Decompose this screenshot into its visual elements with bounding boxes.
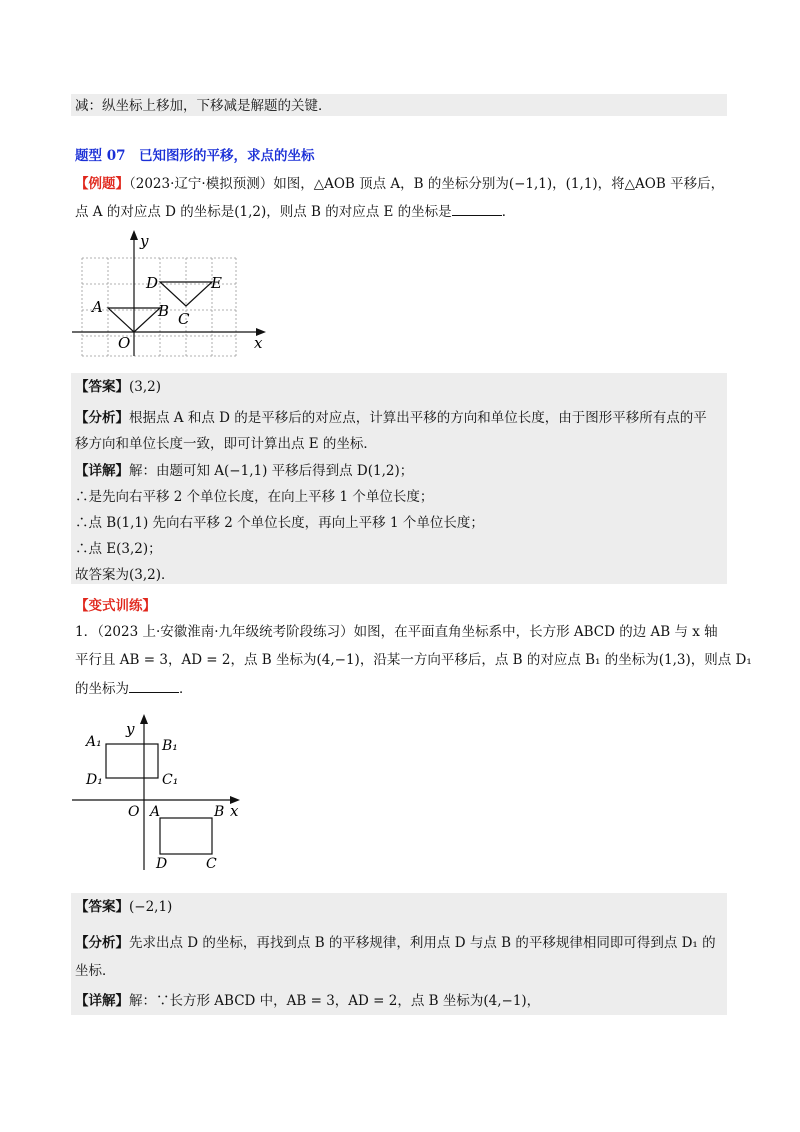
label-d1: D₁: [86, 772, 103, 788]
practice-detail-tag: 【详解】: [75, 993, 129, 1009]
example-detail-5: 故答案为(3,2)．: [75, 567, 175, 583]
example-detail-3: ∴点 B(1,1) 先向右平移 2 个单位长度，再向上平移 1 个单位长度；: [75, 515, 484, 531]
rect-a1b1c1d1: [106, 744, 158, 778]
example-line1: [75, 175, 724, 193]
example-detail-4: ∴点 E(3,2)；: [75, 541, 162, 557]
practice-answer-tag: 【答案】: [75, 899, 129, 915]
example-analysis-1: [75, 409, 707, 427]
example-analysis-2: 移方向和单位长度一致，即可计算出点 E 的坐标．: [75, 436, 377, 452]
example-detail-1: [75, 462, 413, 480]
label-e: E: [211, 274, 222, 292]
example-question-2-end: ．: [501, 204, 516, 220]
practice-tag: 【变式训练】: [75, 598, 156, 614]
example-line2: [75, 203, 515, 221]
label-o: O: [118, 334, 131, 352]
example-question-1: （2023·辽宁·模拟预测）如图，△AOB 顶点 A，B 的坐标分别为(−1,1)，(1,1)，将△AOB 平移后，: [129, 176, 725, 192]
label-x: x: [254, 334, 263, 352]
label-b: B: [214, 804, 225, 820]
detail-tag: 【详解】: [75, 463, 129, 479]
example-question-2: 点 A 的对应点 D 的坐标是(1,2)，则点 B 的对应点 E 的坐标是: [75, 204, 452, 220]
practice-q1-line3-text: 的坐标为: [75, 681, 129, 697]
practice-answer-blank: [129, 680, 179, 693]
practice-figure: [70, 712, 260, 872]
example-figure: [70, 228, 270, 358]
answer-value: (3,2): [129, 379, 162, 395]
rect-abcd: [160, 818, 212, 854]
label-x: x: [230, 802, 239, 820]
y-axis-arrow: [130, 230, 138, 240]
intro-text: 减：纵坐标上移加，下移减是解题的关键．: [75, 98, 332, 114]
label-a1: A₁: [86, 734, 102, 750]
answer-blank: [452, 203, 502, 216]
label-a: A: [92, 298, 103, 316]
label-c: C: [178, 310, 190, 328]
label-b: B: [158, 302, 170, 320]
label-d: D: [156, 856, 168, 872]
practice-q1-line1: 1．（2023 上·安徽淮南·九年级统考阶段练习）如图，在平面直角坐标系中，长方形 ABCD 的边 AB 与 x 轴: [75, 624, 718, 640]
analysis-tag: 【分析】: [75, 410, 129, 426]
practice-q1-line3: [75, 680, 193, 698]
label-y: y: [140, 232, 149, 250]
example-answer: [75, 378, 161, 396]
label-y: y: [126, 720, 135, 738]
example-detail-2: ∴是先向右平移 2 个单位长度，在向上平移 1 个单位长度；: [75, 489, 434, 505]
label-c1: C₁: [162, 772, 179, 788]
label-d: D: [146, 274, 159, 292]
y-axis-arrow: [140, 714, 148, 724]
practice-q1-line3-end: ．: [179, 681, 193, 697]
example-tag: 【例题】: [75, 176, 129, 192]
detail-text-1: 解：由题可知 A(−1,1) 平移后得到点 D(1,2)；: [129, 463, 414, 479]
practice-analysis-tag: 【分析】: [75, 935, 129, 951]
analysis-text-1: 根据点 A 和点 D 的是平移后的对应点，计算出平移的方向和单位长度，由于图形平移所有点的平: [129, 410, 707, 426]
practice-analysis-2: 坐标．: [75, 963, 116, 979]
label-o: O: [128, 804, 140, 820]
practice-answer-value: (−2,1): [129, 899, 173, 915]
practice-analysis-text-1: 先求出点 D 的坐标，再找到点 B 的平移规律，利用点 D 与点 B 的平移规律相同即可得到点 D₁ 的: [129, 935, 716, 951]
practice-analysis-1: [75, 934, 716, 952]
practice-detail-1: [75, 992, 540, 1010]
practice-detail-text-1: 解：∵长方形 ABCD 中，AB = 3，AD = 2，点 B 坐标为(4,−1)，: [129, 993, 541, 1009]
practice-answer: [75, 898, 172, 916]
answer-tag: 【答案】: [75, 379, 129, 395]
section-title: 题型 07 已知图形的平移，求点的坐标: [75, 148, 315, 164]
practice-q1-line2: 平行且 AB = 3，AD = 2，点 B 坐标为(4,−1)，沿某一方向平移后，点 B 的对应点 B₁ 的坐标为(1,3)，则点 D₁: [75, 652, 752, 668]
label-a: A: [150, 804, 161, 820]
label-c: C: [206, 856, 217, 872]
label-b1: B₁: [162, 738, 178, 754]
